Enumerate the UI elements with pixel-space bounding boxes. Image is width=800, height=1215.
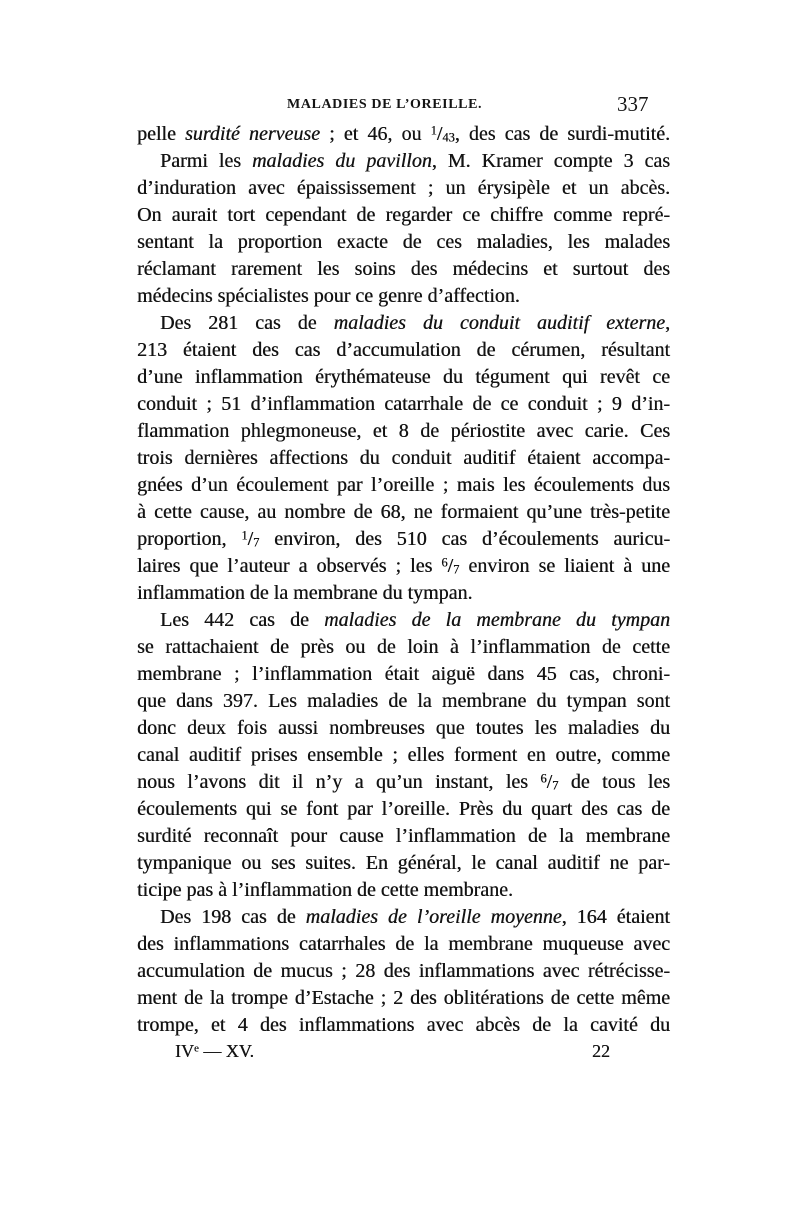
text-run: flammation phlegmoneuse, et 8 de périostite avec carie. Ces: [137, 420, 670, 442]
text-line: [137, 931, 670, 958]
body-text: [137, 121, 670, 1039]
text-line: [137, 202, 670, 229]
text-run: 213 étaient des cas d’accumulation de cérumen, résultant: [137, 339, 670, 361]
text-line: [137, 715, 670, 742]
text-line: [137, 175, 670, 202]
paragraph-first-line: [137, 148, 670, 175]
text-run: gnées d’un écoulement par l’oreille ; mais les écoulements dus: [137, 474, 670, 496]
paragraph-last-line: [137, 283, 670, 310]
text-run: environ se liaient à une: [459, 555, 670, 577]
italic-phrase: maladies de l’oreille moyenne: [305, 906, 562, 928]
text-run: membrane ; l’inflammation était aiguë dans 45 cas, chroni-: [137, 663, 670, 685]
text-line: [137, 688, 670, 715]
fraction-denominator: 7: [552, 778, 559, 793]
text-run: , des cas de surdi-mutité.: [454, 123, 671, 145]
text-run: conduit ; 51 d’inflammation catarrhale de ce conduit ; 9 d’in-: [137, 393, 670, 415]
text-run: à cette cause, au nombre de 68, ne formaient qu’une très-petite: [137, 501, 670, 523]
text-line: [137, 769, 670, 796]
text-run: ,: [665, 312, 670, 334]
italic-phrase: maladies du pavillon: [251, 150, 432, 172]
text-line: [137, 364, 670, 391]
text-run: ticipe pas à l’inflammation de cette membrane.: [137, 879, 513, 901]
text-run: se rattachaient de près ou de loin à l’inflammation de cette: [137, 636, 670, 658]
text-line: [137, 661, 670, 688]
text-run: /: [447, 555, 454, 577]
paragraph-last-line: [137, 877, 670, 904]
text-run: Parmi les: [160, 150, 252, 172]
text-run: /: [247, 528, 254, 550]
text-line: [137, 229, 670, 256]
text-line: [137, 796, 670, 823]
fraction-denominator: 7: [253, 535, 260, 550]
text-line: [137, 472, 670, 499]
text-line: [137, 958, 670, 985]
text-line: [137, 418, 670, 445]
text-run: Des 281 cas de: [160, 312, 334, 334]
text-run: nous l’avons dit il n’y a qu’un instant, les: [137, 771, 541, 793]
page-footer: [0, 1039, 800, 1063]
signature-volume: IV: [175, 1041, 194, 1061]
text-line: [137, 121, 670, 148]
text-run: médecins spécialistes pour ce genre d’affection.: [137, 285, 520, 307]
text-run: pelle: [137, 123, 185, 145]
text-run: , M. Kramer compte 3 cas: [431, 150, 670, 172]
text-run: Les 442 cas de: [160, 609, 325, 631]
text-line: [137, 742, 670, 769]
fraction-numerator: 1: [430, 123, 437, 138]
text-run: canal auditif prises ensemble ; elles forment en outre, comme: [137, 744, 670, 766]
text-run: ment de la trompe d’Estache ; 2 des oblitérations de cette même: [137, 987, 670, 1009]
text-line: [137, 499, 670, 526]
text-run: écoulements qui se font par l’oreille. Près du quart des cas de: [137, 798, 670, 820]
text-run: /: [546, 771, 553, 793]
paragraph-first-line: [137, 904, 670, 931]
text-line: [137, 526, 670, 553]
text-line: [137, 445, 670, 472]
text-run: Des 198 cas de: [160, 906, 306, 928]
paragraph-first-line: [137, 607, 670, 634]
signature-mark: [175, 1039, 254, 1063]
text-line: [137, 985, 670, 1012]
text-run: trois dernières affections du conduit auditif étaient accompa-: [137, 447, 670, 469]
text-run: sentant la proportion exacte de ces maladies, les malades: [137, 231, 670, 253]
text-run: environ, des 510 cas d’écoulements auricu-: [259, 528, 671, 550]
italic-phrase: maladies du conduit auditif externe: [333, 312, 665, 334]
sheet-number: 22: [592, 1041, 610, 1061]
text-line: [137, 256, 670, 283]
text-run: ; et 46, ou: [320, 123, 431, 145]
paragraph-first-line: [137, 310, 670, 337]
text-run: donc deux fois aussi nombreuses que toutes les maladies du: [137, 717, 670, 739]
text-run: /: [436, 123, 443, 145]
fraction-numerator: 6: [441, 555, 448, 570]
text-run: , 164 étaient: [561, 906, 670, 928]
text-line: [137, 823, 670, 850]
text-run: de tous les: [558, 771, 671, 793]
text-line: [137, 337, 670, 364]
text-run: réclamant rarement les soins des médecins et surtout des: [137, 258, 670, 280]
signature-superscript: e: [194, 1042, 199, 1055]
signature-series: — XV.: [198, 1041, 254, 1061]
italic-phrase: surdité nerveuse: [184, 123, 320, 145]
paragraph-last-line: [137, 580, 670, 607]
text-line: [137, 634, 670, 661]
text-run: que dans 397. Les maladies de la membrane du tympan sont: [137, 690, 670, 712]
text-run: d’induration avec épaississement ; un érysipèle et un abcès.: [137, 177, 670, 199]
fraction-numerator: 6: [540, 771, 547, 786]
text-run: tympanique ou ses suites. En général, le canal auditif ne par-: [137, 852, 670, 874]
text-run: d’une inflammation érythémateuse du tégument qui revêt ce: [137, 366, 670, 388]
text-run: proportion,: [137, 528, 242, 550]
text-run: inflammation de la membrane du tympan.: [137, 582, 473, 604]
text-line: [137, 391, 670, 418]
text-run: accumulation de mucus ; 28 des inflammations avec rétrécisse-: [137, 960, 670, 982]
running-head-title: MALADIES DE L’OREILLE.: [287, 97, 483, 112]
page-number: 337: [617, 92, 649, 116]
text-run: trompe, et 4 des inflammations avec abcès de la cavité du: [137, 1014, 670, 1036]
text-run: laires que l’auteur a observés ; les: [137, 555, 442, 577]
text-run: des inflammations catarrhales de la membrane muqueuse avec: [137, 933, 670, 955]
text-line: [137, 1012, 670, 1039]
fraction-denominator: 7: [453, 562, 460, 577]
italic-phrase: maladies de la membrane du tympan: [324, 609, 671, 631]
text-line: [137, 553, 670, 580]
fraction-numerator: 1: [241, 528, 248, 543]
text-line: [137, 850, 670, 877]
fraction-denominator: 43: [442, 130, 455, 145]
text-run: surdité reconnaît pour cause l’inflammation de la membrane: [137, 825, 670, 847]
text-run: On aurait tort cependant de regarder ce chiffre comme repré-: [137, 204, 670, 226]
